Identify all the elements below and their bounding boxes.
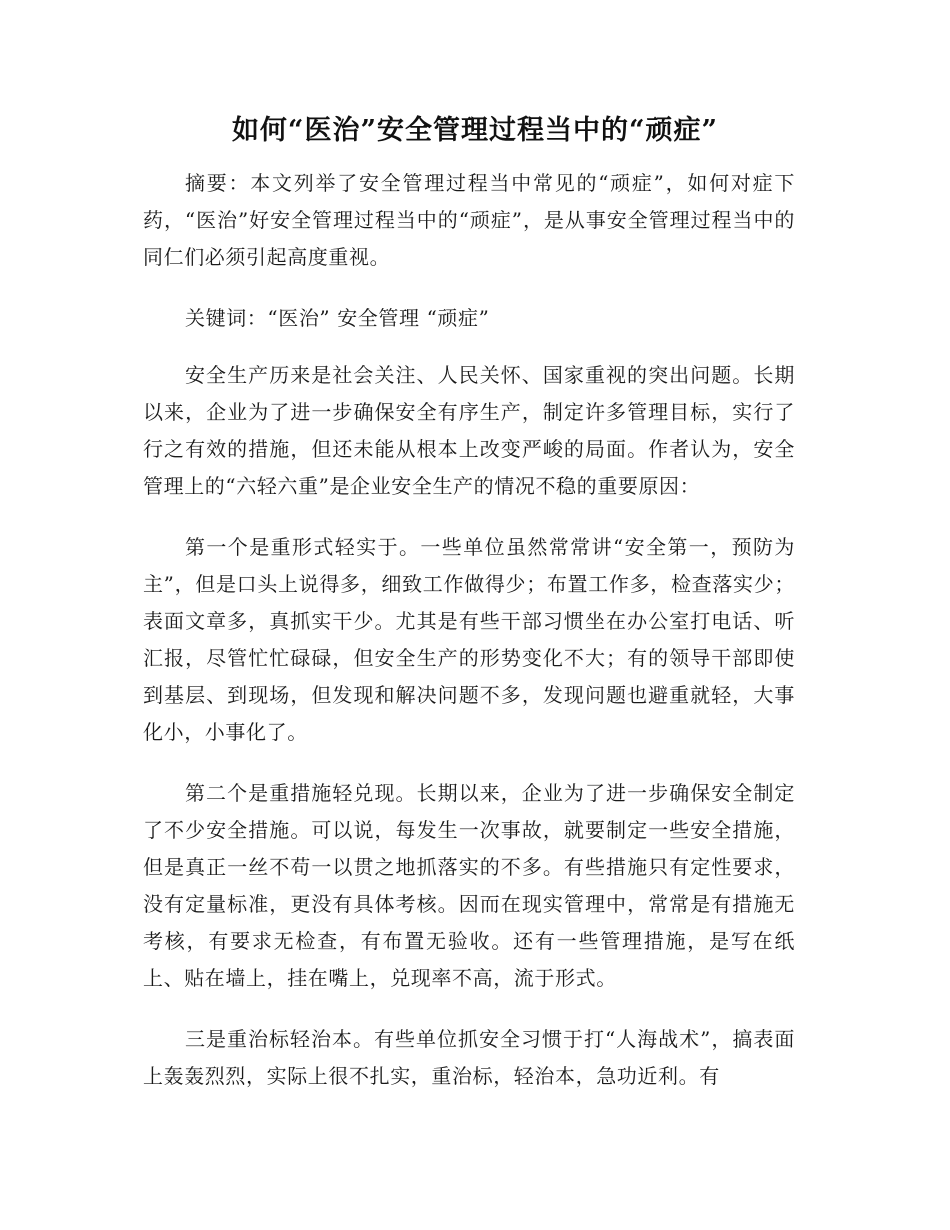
intro-paragraph: 安全生产历来是社会关注、人民关怀、国家重视的突出问题。长期以来，企业为了进一步确保安全有序生产，制定许多管理目标，实行了行之有效的措施，但还未能从根本上改变严峻的局面。作者认为，安全管理上的“六轻六重”是企业安全生产的情况不稳的重要原因：: [143, 363, 795, 498]
abstract-paragraph: 摘要：本文列举了安全管理过程当中常见的“顽症”，如何对症下药，“医治”好安全管理过程当中的“顽症”，是从事安全管理过程当中的同仁们必须引起高度重视。: [143, 171, 795, 269]
point-three-paragraph: 三是重治标轻治本。有些单位抓安全习惯于打“人海战术”，搞表面上轰轰烈烈，实际上很不扎实，重治标，轻治本，急功近利。有: [143, 1027, 795, 1088]
keywords-paragraph: 关键词：“医治” 安全管理 “顽症”: [185, 306, 490, 330]
point-two-paragraph: 第二个是重措施轻兑现。长期以来，企业为了进一步确保安全制定了不少安全措施。可以说，每发生一次事故，就要制定一些安全措施，但是真正一丝不苟一以贯之地抓落实的不多。有些措施只有定性要求，没有定量标准，更没有具体考核。因而在现实管理中，常常是有措施无考核，有要求无检查，有布置无验收。还有一些管理措施，是写在纸上、贴在墙上，挂在嘴上，兑现率不高，流于形式。: [143, 781, 795, 990]
document-title: 如何“医治”安全管理过程当中的“顽症”: [231, 115, 719, 146]
document-body: [143, 165, 795, 1119]
point-one-paragraph: 第一个是重形式轻实于。一些单位虽然常常讲“安全第一，预防为主”，但是口头上说得多，细致工作做得少；布置工作多，检查落实少；表面文章多，真抓实干少。尤其是有些干部习惯坐在办公室打电话、听汇报，尽管忙忙碌碌，但安全生产的形势变化不大；有的领导干部即使到基层、到现场，但发现和解决问题不多，发现问题也避重就轻，大事化小，小事化了。: [143, 535, 795, 744]
